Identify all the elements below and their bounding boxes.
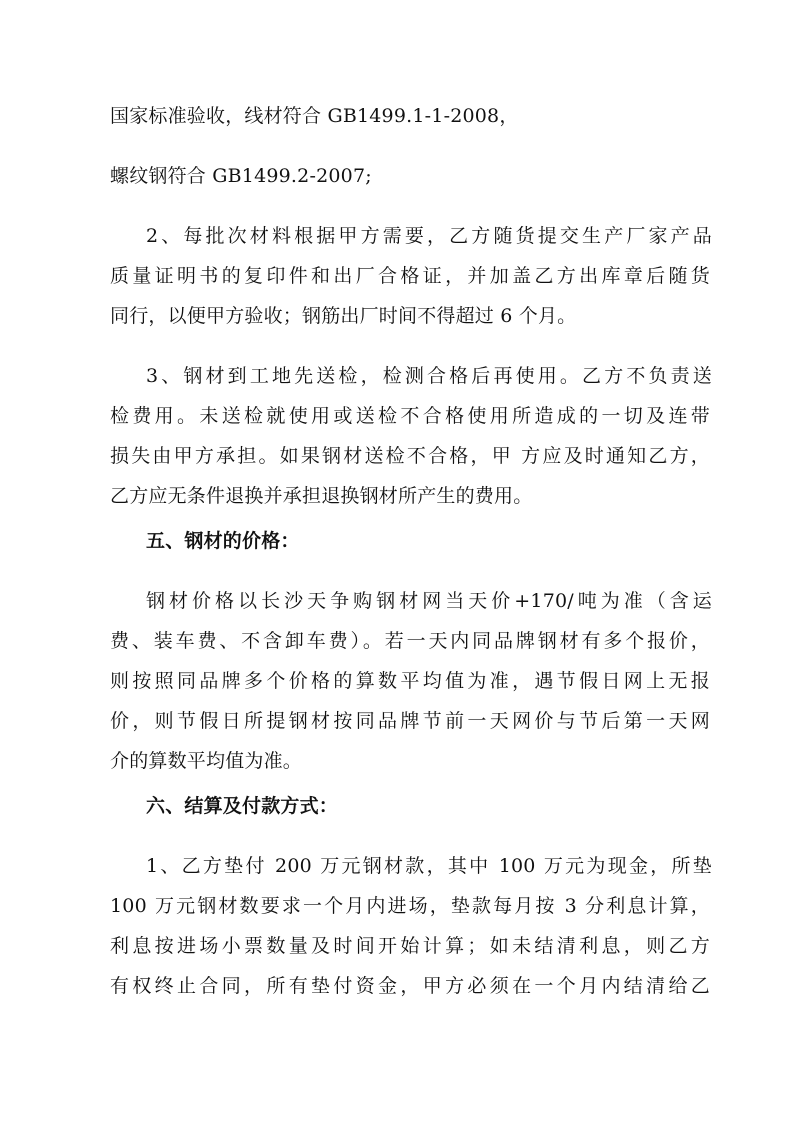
paragraph-start-line: 钢材价格以长沙天争购钢材网当天价+170/吨为准（含运 bbox=[146, 590, 712, 612]
text-line: 费、装车费、不含卸车费）。若一天内同品牌钢材有多个报价， bbox=[110, 630, 710, 652]
text-line: 检费用。未送检就使用或送检不合格使用所造成的一切及连带 bbox=[110, 405, 710, 427]
text-line: 损失由甲方承担。如果钢材送检不合格，甲 方应及时通知乙方， bbox=[110, 445, 710, 467]
paragraph-start-line: 2、每批次材料根据甲方需要，乙方随货提交生产厂家产品 bbox=[146, 225, 712, 247]
text-line: 100 万元钢材数要求一个月内进场，垫款每月按 3 分利息计算， bbox=[110, 895, 710, 917]
text-line: 同行，以便甲方验收；钢筋出厂时间不得超过 6 个月。 bbox=[110, 305, 577, 327]
section-heading-settlement: 六、结算及付款方式： bbox=[146, 795, 339, 817]
text-line: 螺纹钢符合 GB1499.2-2007; bbox=[110, 165, 372, 187]
section-heading-price: 五、钢材的价格： bbox=[146, 530, 300, 552]
text-line: 利息按进场小票数量及时间开始计算；如未结清利息，则乙方 bbox=[110, 935, 710, 957]
text-line: 国家标准验收，线材符合 GB1499.1-1-2008， bbox=[110, 105, 519, 127]
text-line: 价，则节假日所提钢材按同品牌节前一天网价与节后第一天网 bbox=[110, 710, 710, 732]
paragraph-start-line: 3、钢材到工地先送检，检测合格后再使用。乙方不负责送 bbox=[146, 365, 712, 387]
paragraph-start-line: 1、乙方垫付 200 万元钢材款，其中 100 万元为现金，所垫 bbox=[146, 855, 712, 877]
text-line: 则按照同品牌多个价格的算数平均值为准，遇节假日网上无报 bbox=[110, 670, 710, 692]
text-line: 乙方应无条件退换并承担退换钢材所产生的费用。 bbox=[110, 485, 533, 507]
text-line: 质量证明书的复印件和出厂合格证，并加盖乙方出库章后随货 bbox=[110, 265, 710, 287]
text-line: 有权终止合同，所有垫付资金，甲方必须在一个月内结清给乙 bbox=[110, 975, 710, 997]
text-line: 介的算数平均值为准。 bbox=[110, 750, 303, 772]
